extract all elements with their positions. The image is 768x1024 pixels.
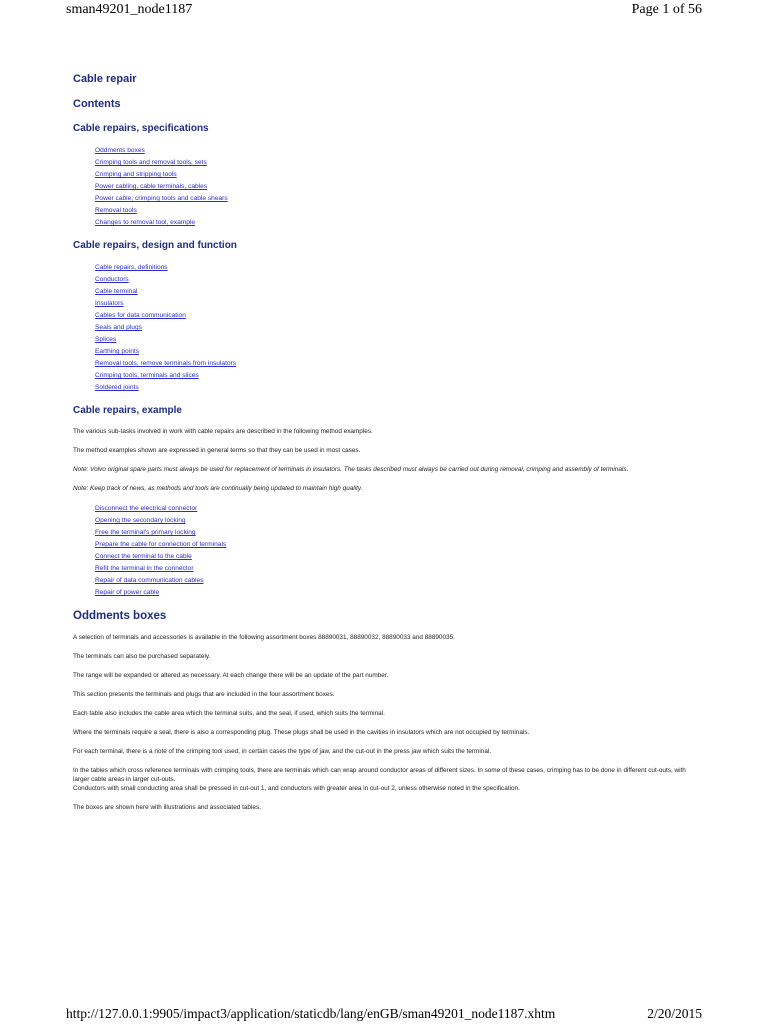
note: Note: Keep track of news, as methods and tools are continually being updated to maintain high quality. bbox=[73, 485, 363, 492]
list-item bbox=[95, 298, 703, 310]
toc-link[interactable]: Insulators bbox=[95, 300, 124, 307]
toc-link[interactable]: Power cable; crimping tools and cable shears bbox=[95, 195, 228, 202]
list-item bbox=[95, 503, 703, 515]
section-heading-oddments: Oddments boxes bbox=[73, 610, 167, 622]
list-item bbox=[95, 370, 703, 382]
task-link[interactable]: Refit the terminal in the connector bbox=[95, 565, 194, 572]
toc-link[interactable]: Crimping and stripping tools bbox=[95, 171, 177, 178]
list-item bbox=[95, 575, 703, 587]
toc-link[interactable]: Changes to removal tool, example bbox=[95, 219, 196, 226]
list-item bbox=[95, 193, 703, 205]
list-item bbox=[95, 145, 703, 157]
list-item bbox=[95, 205, 703, 217]
paragraph: Where the terminals require a seal, there is also a corresponding plug. These plugs shall be used in the cavities in insulators which are not occupied by terminals. bbox=[73, 729, 530, 736]
paragraph: A selection of terminals and accessories is available in the following assortment boxes 88890031, 88890032, 88890033 and 88890035. bbox=[73, 634, 455, 641]
list-item bbox=[95, 527, 703, 539]
list-item bbox=[95, 262, 703, 274]
toc-link[interactable]: Removal tools, remove terminals from insulators bbox=[95, 360, 237, 367]
page-title: Cable repair bbox=[73, 73, 137, 85]
toc-link[interactable]: Cable repairs, definitions bbox=[95, 264, 168, 271]
toc-link[interactable]: Crimping tools, terminals and slices bbox=[95, 372, 199, 379]
design-function-link-list bbox=[95, 262, 703, 394]
paragraph: Each table also includes the cable area which the terminal suits, and the seal, if used, which suits the terminal. bbox=[73, 710, 385, 717]
task-link[interactable]: Repair of data communication cables bbox=[95, 577, 204, 584]
task-link[interactable]: Opening the secondary locking bbox=[95, 517, 186, 524]
note: Note: Volvo original spare parts must always be used for replacement of terminals in insulators. The tasks described must always be carried out during removal, crimping and assembly of terminals. bbox=[73, 466, 629, 473]
paragraph: The boxes are shown here with illustrations and associated tables. bbox=[73, 804, 261, 811]
task-link[interactable]: Disconnect the electrical connector bbox=[95, 505, 198, 512]
toc-link[interactable]: Power cabling, cable terminals, cables bbox=[95, 183, 208, 190]
paragraph: The method examples shown are expressed in general terms so that they can be used in most cases. bbox=[73, 447, 361, 454]
task-link[interactable]: Repair of power cable bbox=[95, 589, 160, 596]
list-item bbox=[95, 310, 703, 322]
print-date: 2/20/2015 bbox=[647, 1006, 702, 1021]
toc-link[interactable]: Cable terminal bbox=[95, 288, 138, 295]
list-item bbox=[95, 334, 703, 346]
list-item bbox=[95, 358, 703, 370]
task-link[interactable]: Prepare the cable for connection of terminals bbox=[95, 541, 227, 548]
paragraph: This section presents the terminals and plugs that are included in the four assortment boxes. bbox=[73, 691, 335, 698]
list-item bbox=[95, 322, 703, 334]
section-heading-specifications: Cable repairs, specifications bbox=[73, 123, 209, 134]
task-link[interactable]: Connect the terminal to the cable bbox=[95, 553, 192, 560]
contents-heading: Contents bbox=[73, 98, 121, 110]
paragraph: The terminals can also be purchased separately. bbox=[73, 653, 211, 660]
list-item bbox=[95, 181, 703, 193]
list-item bbox=[95, 286, 703, 298]
page-number: Page 1 of 56 bbox=[631, 2, 702, 17]
paragraph: In the tables which cross reference terminals with crimping tools, there are terminals which can wrap around conductor areas of different sizes. In some of these cases, crimping has to be done in different cut-outs, with larger cable areas in larger cut-outs. bbox=[73, 767, 686, 783]
paragraph: The range will be expanded or altered as necessary. At each change there will be an update of the part number. bbox=[73, 672, 389, 679]
example-link-list bbox=[95, 503, 703, 599]
toc-link[interactable]: Crimping tools and removal tools, sets bbox=[95, 159, 207, 166]
toc-link[interactable]: Removal tools bbox=[95, 207, 137, 214]
toc-link[interactable]: Earthing points bbox=[95, 348, 139, 355]
paragraph: For each terminal, there is a note of the crimping tool used, in certain cases the type of jaw, and the cut-out in the press jaw which suits the terminal. bbox=[73, 748, 492, 755]
list-item bbox=[95, 587, 703, 599]
document-body bbox=[73, 72, 703, 822]
toc-link[interactable]: Oddments boxes bbox=[95, 147, 145, 154]
list-item bbox=[95, 539, 703, 551]
list-item bbox=[95, 551, 703, 563]
paragraph: Conductors with small conducting area shall be pressed in cut-out 1, and conductors with greater area in cut-out 2, unless otherwise noted in the specification. bbox=[73, 785, 520, 792]
task-link[interactable]: Free the terminal's primary locking bbox=[95, 529, 196, 536]
list-item bbox=[95, 274, 703, 286]
toc-link[interactable]: Soldered joints bbox=[95, 384, 139, 391]
paragraph: The various sub-tasks involved in work with cable repairs are described in the following method examples. bbox=[73, 428, 373, 435]
section-heading-example: Cable repairs, example bbox=[73, 405, 182, 416]
source-url: http://127.0.0.1:9905/impact3/application/staticdb/lang/enGB/sman49201_node1187.xhtm bbox=[66, 1006, 556, 1021]
section-heading-design-function: Cable repairs, design and function bbox=[73, 240, 237, 251]
list-item bbox=[95, 515, 703, 527]
toc-link[interactable]: Cables for data communication bbox=[95, 312, 186, 319]
toc-link[interactable]: Conductors bbox=[95, 276, 129, 283]
specifications-link-list bbox=[95, 145, 703, 229]
list-item bbox=[95, 563, 703, 575]
list-item bbox=[95, 346, 703, 358]
list-item bbox=[95, 217, 703, 229]
document-id: sman49201_node1187 bbox=[66, 2, 193, 17]
print-header bbox=[66, 0, 702, 24]
toc-link[interactable]: Seals and plugs bbox=[95, 324, 142, 331]
list-item bbox=[95, 157, 703, 169]
list-item bbox=[95, 169, 703, 181]
toc-link[interactable]: Splices bbox=[95, 336, 117, 343]
list-item bbox=[95, 382, 703, 394]
